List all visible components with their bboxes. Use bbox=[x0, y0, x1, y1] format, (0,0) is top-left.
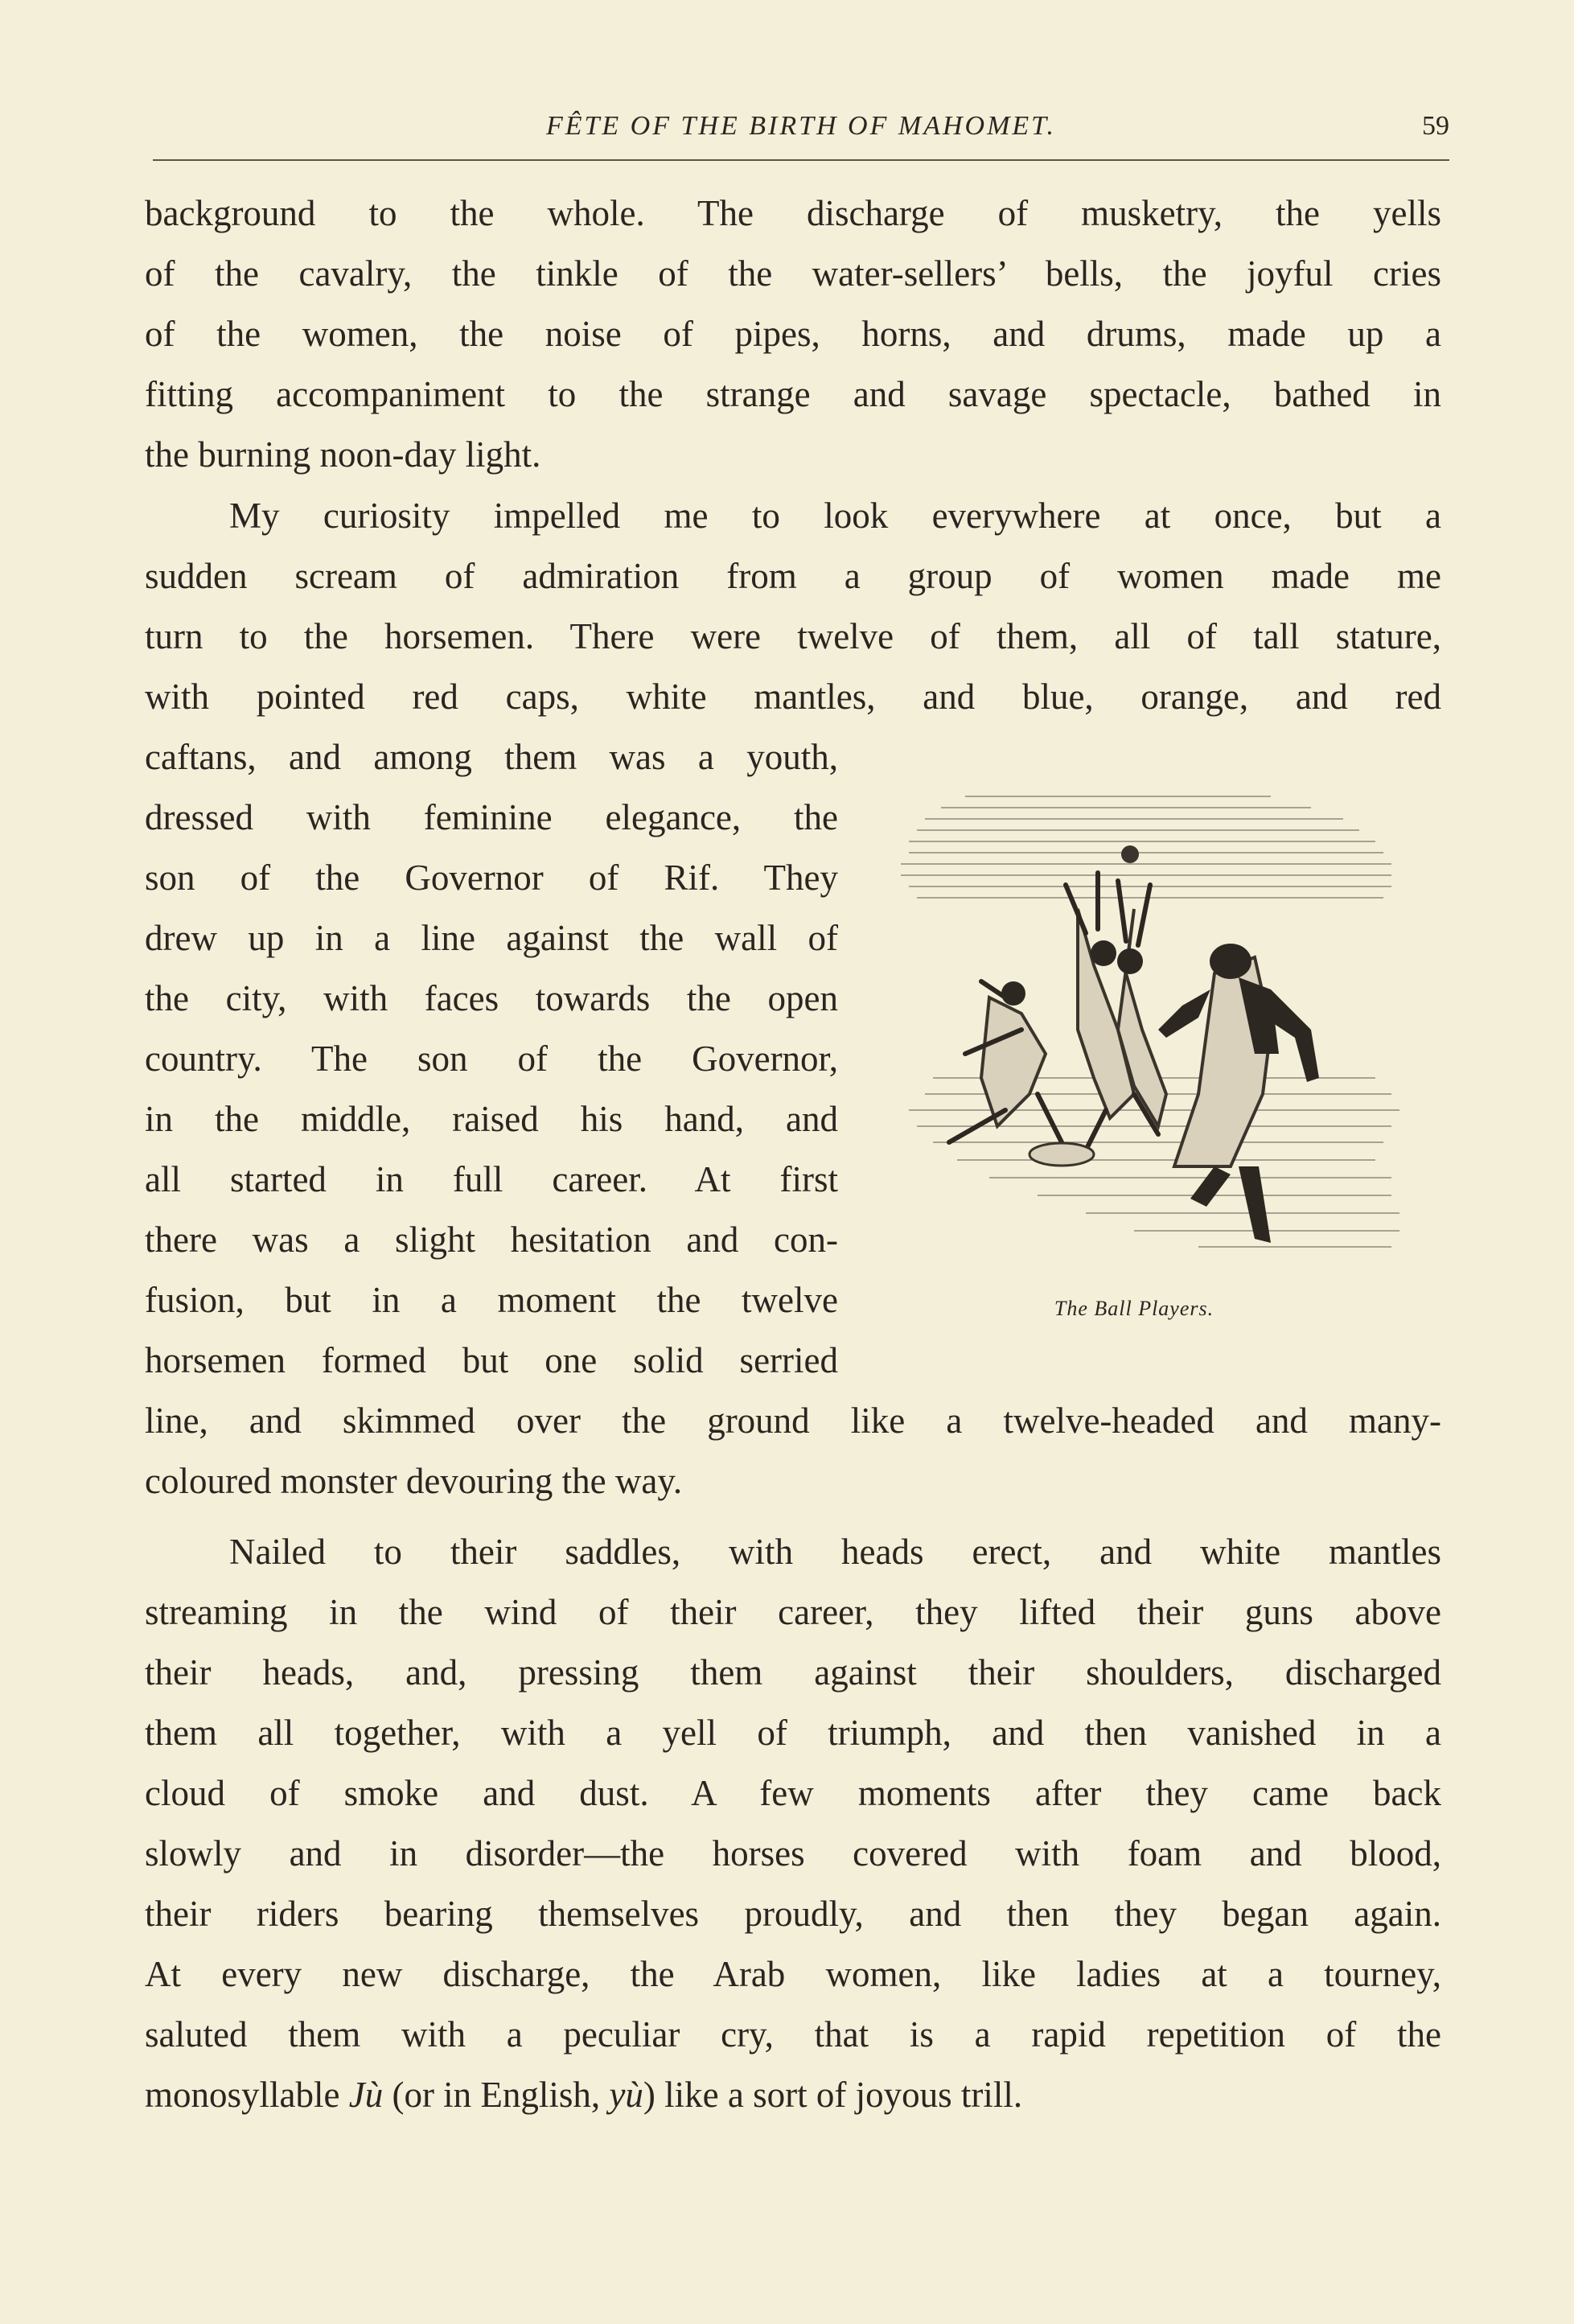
text-line: caftans, and among them was a youth, bbox=[145, 737, 838, 777]
text-line: country. The son of the Governor, bbox=[145, 1039, 838, 1079]
text-line: all started in full career. At first bbox=[145, 1159, 838, 1199]
text-line: in the middle, raised his hand, and bbox=[145, 1099, 838, 1139]
text-line: son of the Governor of Rif. They bbox=[145, 858, 838, 898]
text-line: fusion, but in a moment the twelve bbox=[145, 1280, 838, 1320]
text-line: their riders bearing themselves proudly, and then they began again. bbox=[145, 1894, 1441, 1934]
text-line: of the cavalry, the tinkle of the water-sellers’ bells, the joyful cries bbox=[145, 253, 1441, 294]
text-line: coloured monster devouring the way. bbox=[145, 1461, 683, 1501]
text-line: saluted them with a peculiar cry, that is a rapid repetition of the bbox=[145, 2014, 1441, 2055]
text-line: At every new discharge, the Arab women, like ladies at a tourney, bbox=[145, 1954, 1441, 1994]
running-title: FÊTE OF THE BIRTH OF MAHOMET. bbox=[545, 111, 1057, 141]
text-line: the city, with faces towards the open bbox=[145, 978, 838, 1018]
header-rule bbox=[153, 159, 1449, 161]
text-line: the burning noon-day light. bbox=[145, 434, 541, 475]
paragraph-1 bbox=[145, 183, 1441, 485]
text-line: fitting accompaniment to the strange and savage spectacle, bathed in bbox=[145, 374, 1441, 414]
paragraph-3 bbox=[145, 1522, 1441, 2125]
engraving-image bbox=[893, 788, 1408, 1295]
text-fragment: monosyllable bbox=[145, 2075, 349, 2115]
text-line: My curiosity impelled me to look everywhere at once, but a bbox=[229, 496, 1441, 536]
text-line: cloud of smoke and dust. A few moments after they came back bbox=[145, 1773, 1441, 1813]
text-line: their heads, and, pressing them against their shoulders, discharged bbox=[145, 1652, 1441, 1693]
text-line: Nailed to their saddles, with heads erect, and white mantles bbox=[229, 1532, 1441, 1572]
page-header bbox=[153, 106, 1449, 154]
text-line: there was a slight hesitation and con- bbox=[145, 1220, 838, 1260]
text-line: drew up in a line against the wall of bbox=[145, 918, 838, 958]
text-line: streaming in the wind of their career, they lifted their guns above bbox=[145, 1592, 1441, 1632]
text-fragment: (or in English, bbox=[383, 2075, 610, 2115]
text-line: sudden scream of admiration from a group of women made me bbox=[145, 556, 1441, 596]
text-line: slowly and in disorder—the horses covered with foam and blood, bbox=[145, 1833, 1441, 1874]
figure-caption: The Ball Players. bbox=[1054, 1297, 1214, 1320]
text-line: horsemen formed but one solid serried bbox=[145, 1340, 838, 1380]
italic-word: Jù bbox=[348, 2075, 384, 2115]
page-number: 59 bbox=[1422, 111, 1449, 141]
text-fragment: ) like a sort of joyous trill. bbox=[643, 2075, 1023, 2115]
text-line: line, and skimmed over the ground like a twelve-headed and many- bbox=[145, 1401, 1441, 1441]
text-line: them all together, with a yell of triumph, and then vanished in a bbox=[145, 1713, 1441, 1753]
ball-players-illustration bbox=[893, 788, 1408, 1343]
text-line: turn to the horsemen. There were twelve of them, all of tall stature, bbox=[145, 616, 1441, 656]
text-line: dressed with feminine elegance, the bbox=[145, 797, 838, 837]
italic-word: yù bbox=[609, 2075, 643, 2115]
text-line: with pointed red caps, white mantles, and blue, orange, and red bbox=[145, 677, 1441, 717]
text-line: of the women, the noise of pipes, horns, and drums, made up a bbox=[145, 314, 1441, 354]
text-line-final bbox=[145, 2065, 1441, 2125]
text-line: background to the whole. The discharge of musketry, the yells bbox=[145, 193, 1441, 233]
